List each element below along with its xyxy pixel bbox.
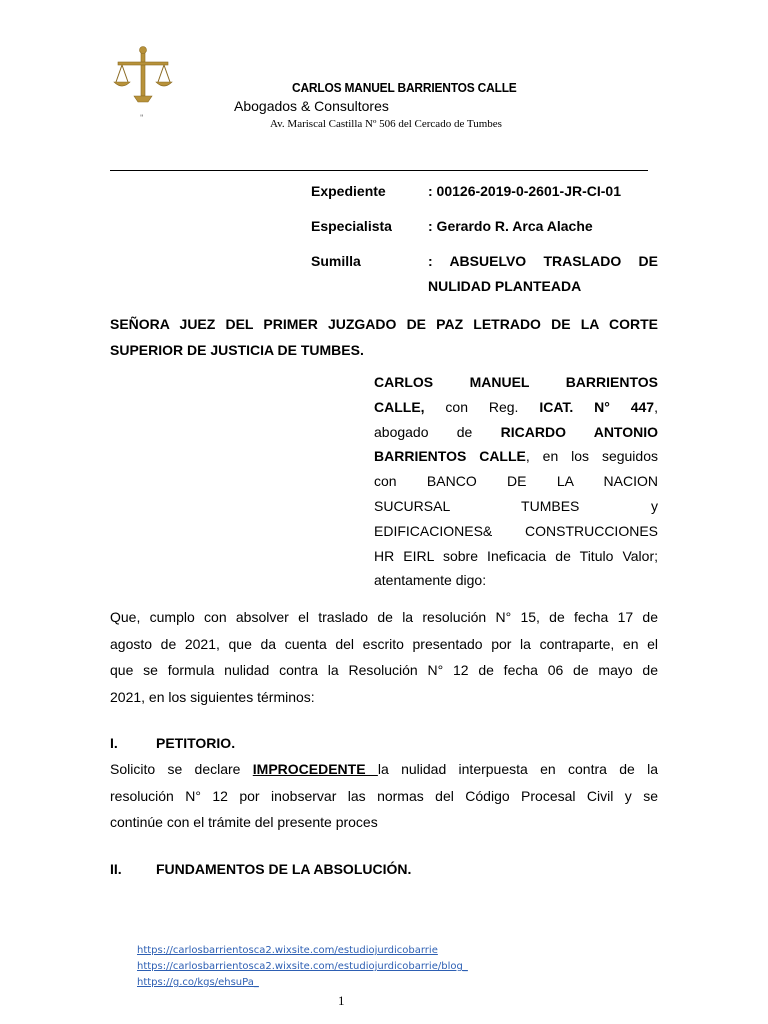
blog-link[interactable]: https://carlosbarrientosca2.wixsite.com/estudiojurdicobarrie/blog_ <box>137 961 468 972</box>
sumilla-value <box>428 249 658 299</box>
especialista-label: Especialista <box>311 218 392 234</box>
intro-line: SUCURSAL TUMBES y <box>374 497 658 514</box>
paragraph-line: continúe con el trámite del presente proces <box>110 814 378 830</box>
paragraph-line: 2021, en los siguientes términos: <box>110 688 315 705</box>
intro-paragraph <box>374 370 658 593</box>
paragraph-line: Que, cumplo con absolver el traslado de la resolución N° 15, de fecha 17 de <box>110 609 658 625</box>
section-title: PETITORIO. <box>156 735 236 751</box>
addressee <box>110 311 658 363</box>
paragraph-line: que se formula nulidad contra la Resolución N° 12 de fecha 06 de mayo de <box>110 662 658 678</box>
expediente-value: : 00126-2019-0-2601-JR-CI-01 <box>428 183 621 199</box>
intro-text: , <box>654 398 658 415</box>
intro-line: atentamente digo: <box>374 572 487 589</box>
intro-line <box>374 444 658 469</box>
intro-text-bold: ICAT. N° 447 <box>539 398 655 415</box>
intro-line: con BANCO DE LA NACION <box>374 473 658 490</box>
sumilla-line-2: NULIDAD PLANTEADA <box>428 278 582 294</box>
page-number: 1 <box>338 993 345 1008</box>
paragraph-line: resolución N° 12 por inobservar las normas del Código Procesal Civil y se <box>110 787 658 804</box>
letterhead-address: Av. Mariscal Castilla Nº 506 del Cercado de Tumbes <box>270 118 502 130</box>
intro-line <box>374 420 658 445</box>
addressee-line-1: SEÑORA JUEZ DEL PRIMER JUZGADO DE PAZ LETRADO DE LA CORTE <box>110 316 658 332</box>
intro-line <box>374 395 658 420</box>
sumilla-label: Sumilla <box>311 253 361 269</box>
sumilla-line-1: : ABSUELVO TRASLADO DE <box>428 253 658 269</box>
paragraph-line: agosto de 2021, que da cuenta del escrito presentado por la contraparte, en el <box>110 635 658 652</box>
section-number: I. <box>110 735 118 751</box>
expediente-label: Expediente <box>311 183 386 199</box>
body-paragraph-1 <box>110 604 658 710</box>
intro-text: , en los seguidos <box>525 448 658 465</box>
scales-of-justice-logo <box>110 44 176 126</box>
intro-line: EDIFICACIONES& CONSTRUCCIONES <box>374 522 658 539</box>
website-link[interactable]: https://carlosbarrientosca2.wixsite.com/estudiojurdicobarrie <box>137 945 438 956</box>
intro-text-bold: RICARDO ANTONIO <box>500 423 659 440</box>
header-divider <box>110 170 648 171</box>
letterhead-subtitle: Abogados & Consultores <box>234 98 389 114</box>
google-profile-link[interactable]: https://g.co/kgs/ehsuPa_ <box>137 977 259 988</box>
intro-text-bold: CALLE, <box>374 398 425 415</box>
intro-text: abogado de <box>374 423 501 440</box>
addressee-line-2: SUPERIOR DE JUSTICIA DE TUMBES. <box>110 342 364 358</box>
paragraph-text: Solicito se declare <box>110 761 253 777</box>
intro-text: con Reg. <box>424 398 540 415</box>
section-title: FUNDAMENTOS DE LA ABSOLUCIÓN. <box>156 861 412 877</box>
body-paragraph-2 <box>110 756 658 836</box>
intro-text-bold: CARLOS MANUEL BARRIENTOS <box>374 374 658 390</box>
especialista-value: : Gerardo R. Arca Alache <box>428 218 593 234</box>
paragraph-text: la nulidad interpuesta en contra de la <box>377 761 658 777</box>
intro-text-bold: BARRIENTOS CALLE <box>374 448 526 465</box>
section-number: II. <box>110 861 122 877</box>
letterhead-name: CARLOS MANUEL BARRIENTOS CALLE <box>292 80 517 95</box>
paragraph-line <box>110 756 658 783</box>
svg-text:": " <box>140 114 144 122</box>
improcedente-emphasis: IMPROCEDENTE <box>252 761 378 777</box>
intro-line: HR EIRL sobre Ineficacia de Titulo Valor; <box>374 547 658 564</box>
intro-line <box>374 370 658 395</box>
footer-links <box>137 943 468 991</box>
